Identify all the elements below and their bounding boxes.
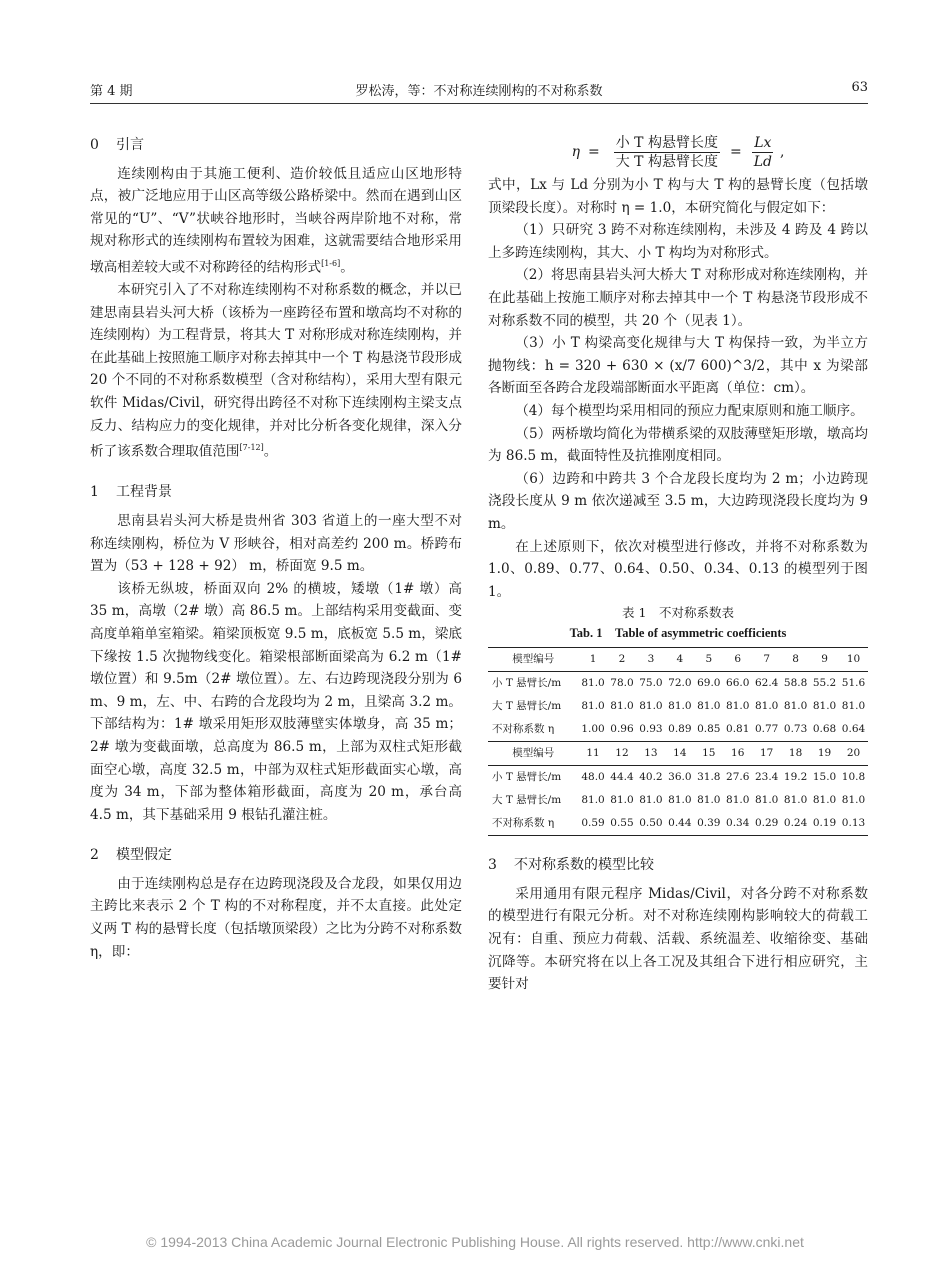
section-1-heading xyxy=(90,481,462,504)
table-cell: 14 xyxy=(665,742,694,766)
table-cell: 51.6 xyxy=(841,677,866,690)
table-cell: 0.85 xyxy=(697,723,721,736)
table-cell: 48.0 xyxy=(581,771,605,784)
table-cell: 7 xyxy=(752,648,781,672)
table-caption-cn: 表 1 不对称系数表 xyxy=(622,605,734,621)
table-row xyxy=(488,695,868,718)
paragraph: 思南县岩头河大桥是贵州省 303 省道上的一座大型不对称连续刚构，桥位为 V 形峡谷，相对高差约 200 m。桥跨布置为（53 + 128 + 92） m，桥面宽 9.5 m。 xyxy=(90,512,462,575)
row-label: 大 T 悬臂长/m xyxy=(492,794,562,807)
table-cell: 6 xyxy=(723,648,752,672)
issue-number: 第 4 期 xyxy=(90,84,133,99)
list-item: （4）每个模型均采用相同的预应力配束原则和施工顺序。 xyxy=(515,402,864,419)
section-number: 1 xyxy=(90,484,99,501)
table-cell: 0.64 xyxy=(841,723,866,736)
table-cell: 0.73 xyxy=(783,723,808,736)
table-row xyxy=(488,742,868,766)
row-label: 模型编号 xyxy=(488,648,579,672)
section-2-heading xyxy=(90,844,462,867)
table-cell: 0.39 xyxy=(694,812,723,836)
left-column xyxy=(90,130,462,963)
table-cell: 0.81 xyxy=(726,723,750,736)
eta-formula: η = $\frac{\text{小 T 构悬臂长度}}{\text{大 T 构悬臂长度}}$ = $\frac{Lx}{Ld}$ , xyxy=(571,134,785,170)
row-label: 小 T 悬臂长/m xyxy=(492,677,562,690)
table-cell: 81.0 xyxy=(581,677,605,690)
table-cell: 8 xyxy=(781,648,810,672)
table-cell: 0.19 xyxy=(810,812,839,836)
table-cell: 0.44 xyxy=(665,812,694,836)
table-cell: 81.0 xyxy=(754,794,779,807)
table-cell: 81.0 xyxy=(754,700,779,713)
table-cell: 81.0 xyxy=(783,794,808,807)
table-row xyxy=(488,812,868,836)
paragraph: 式中，Lx 与 Ld 分别为小 T 构与大 T 构的悬臂长度（包括墩顶梁段长度）。对称时 η = 1.0，本研究简化与假定如下： xyxy=(488,177,868,216)
section-0-heading xyxy=(90,134,462,157)
list-item: （5）两桥墩均简化为带横系梁的双肢薄壁矩形墩，墩高均为 86.5 m，截面特性及抗推刚度相同。 xyxy=(488,425,868,465)
row-label: 大 T 悬臂长/m xyxy=(492,700,562,713)
table-row xyxy=(488,648,868,672)
table-cell: 81.0 xyxy=(668,794,692,807)
table-cell: 0.59 xyxy=(579,812,608,836)
section-3-heading xyxy=(488,854,868,877)
table-cell: 75.0 xyxy=(639,677,663,690)
table-cell: 0.34 xyxy=(723,812,752,836)
right-column xyxy=(488,130,868,996)
table-cell: 0.96 xyxy=(610,723,634,736)
formula-lhs: η xyxy=(571,143,580,160)
running-title: 罗松涛，等：不对称连续刚构的不对称系数 xyxy=(355,84,603,99)
header-rule xyxy=(90,103,868,104)
table-cell: 0.77 xyxy=(754,723,779,736)
table-cell: 15.0 xyxy=(812,771,837,784)
section-title: 引言 xyxy=(116,137,144,153)
table-cell: 62.4 xyxy=(754,677,779,690)
table-cell: 0.89 xyxy=(668,723,692,736)
table-cell: 2 xyxy=(608,648,637,672)
table-cell: 9 xyxy=(810,648,839,672)
table-cell: 19.2 xyxy=(783,771,808,784)
table-row xyxy=(488,718,868,742)
list-item: （3）小 T 构梁高变化规律与大 T 构保持一致，为半立方抛物线：h = 320 + 630 × (x/7 600)^3/2，其中 x 为梁部各断面至各跨合龙段端部断面水平距离（单位：cm）。 xyxy=(488,335,868,397)
running-header xyxy=(90,80,868,102)
table-cell: 72.0 xyxy=(668,677,692,690)
table-cell: 78.0 xyxy=(610,677,634,690)
table-cell: 81.0 xyxy=(783,700,808,713)
table-cell: 81.0 xyxy=(812,700,837,713)
table-cell: 17 xyxy=(752,742,781,766)
table-cell: 20 xyxy=(839,742,868,766)
table-cell: 55.2 xyxy=(812,677,837,690)
table-cell: 81.0 xyxy=(726,700,750,713)
table-cell: 13 xyxy=(636,742,665,766)
section-title: 工程背景 xyxy=(116,484,172,501)
table-cell: 0.55 xyxy=(608,812,637,836)
table-cell: 3 xyxy=(636,648,665,672)
row-label: 不对称系数 η xyxy=(488,812,579,836)
section-title: 不对称系数的模型比较 xyxy=(514,857,654,874)
paragraph: 该桥无纵坡，桥面双向 2% 的横坡，矮墩（1# 墩）高 35 m，高墩（2# 墩）高 86.5 m。上部结构采用变截面、变高度单箱单室箱梁。箱梁顶板宽 9.5 m，底板宽 5.5 m，梁底下缘按 1.5 次抛物线变化。箱梁根部断面梁高为 6.2 m（1# 墩位置）和 9.5m（2# 墩位置）。左、右边跨现浇段分别为 6 m、9 m，左、中、右跨的合龙段均为 2 m，且梁高 3.2 m。下部结构为：1# 墩采用矩形双肢薄壁实体墩身，高 35 m；2# 墩为变截面墩，总高度为 86.5 m，上部为双柱式矩形截面空心墩，高度 32.5 m，中部为双柱式矩形截面实心墩，高度为 34 m，下部为整体箱形截面，高度为 20 m，承台高 4.5 m，其下基础采用 9 根钻孔灌注桩。 xyxy=(90,580,462,823)
table-row xyxy=(488,766,868,790)
table-cell: 81.0 xyxy=(610,794,634,807)
table-cell: 81.0 xyxy=(697,700,721,713)
table-cell: 81.0 xyxy=(581,794,605,807)
table-cell: 0.93 xyxy=(639,723,663,736)
list-item: （2）将思南县岩头河大桥大 T 对称形成对称连续刚构，并在此基础上按施工顺序对称去掉其中一个 T 构悬浇节段形成不对称系数不同的模型，共 20 个（见表 1）。 xyxy=(488,267,868,329)
table-cell: 18 xyxy=(781,742,810,766)
table-cell: 81.0 xyxy=(726,794,750,807)
table-cell: 0.13 xyxy=(839,812,868,836)
citation[interactable]: [7-12] xyxy=(239,443,264,453)
table-cell: 10.8 xyxy=(841,771,866,784)
table-cell: 19 xyxy=(810,742,839,766)
table-cell: 81.0 xyxy=(697,794,721,807)
row-label: 小 T 悬臂长/m xyxy=(492,771,562,784)
paragraph: 采用通用有限元程序 Midas/Civil，对各分跨不对称系数的模型进行有限元分析。对不对称连续刚构影响较大的荷载工况有：自重、预应力荷载、活载、系统温差、收缩徐变、基础沉降等。本研究将在以上各工况及其组合下进行相应研究，主要针对 xyxy=(488,885,868,993)
table-cell: 4 xyxy=(665,648,694,672)
formula-equals: = xyxy=(587,143,600,160)
table-cell: 81.0 xyxy=(668,700,692,713)
table-cell: 58.8 xyxy=(783,677,808,690)
table-cell: 81.0 xyxy=(841,700,866,713)
list-item: （1）只研究 3 跨不对称连续刚构，未涉及 4 跨及 4 跨以上多跨连续刚构，其大、小 T 构均为对称形式。 xyxy=(488,222,868,261)
table-cell: 0.50 xyxy=(636,812,665,836)
section-number: 0 xyxy=(90,137,99,153)
table-cell: 31.8 xyxy=(697,771,721,784)
formula-fraction-symbols: $\frac{Lx}{Ld}$ xyxy=(753,134,772,170)
table-cell: 15 xyxy=(694,742,723,766)
table-cell: 12 xyxy=(608,742,637,766)
table-cell: 81.0 xyxy=(639,700,663,713)
formula-fraction-text: $\frac{\text{小 T 构悬臂长度}}{\text{大 T 构悬臂长度}}$ xyxy=(615,134,718,170)
table-cell: 11 xyxy=(579,742,608,766)
table-cell: 81.0 xyxy=(812,794,837,807)
section-title: 模型假定 xyxy=(116,847,172,864)
table-cell: 36.0 xyxy=(668,771,692,784)
section-number: 3 xyxy=(488,857,497,874)
table-cell: 66.0 xyxy=(726,677,750,690)
table-cell: 81.0 xyxy=(841,794,866,807)
row-label: 不对称系数 η xyxy=(492,723,555,736)
citation[interactable]: [1-6] xyxy=(321,258,341,268)
table-cell: 1 xyxy=(579,648,608,672)
table-cell: 0.29 xyxy=(752,812,781,836)
row-label: 模型编号 xyxy=(488,742,579,766)
table-cell: 0.24 xyxy=(781,812,810,836)
table-cell: 69.0 xyxy=(697,677,721,690)
table-row xyxy=(488,789,868,812)
paragraph: 由于连续刚构总是存在边跨现浇段及合龙段，如果仅用边主跨比来表示 2 个 T 构的不对称程度，并不太直接。此处定义两 T 构的悬臂长度（包括墩顶梁段）之比为分跨不对称系数 η，即： xyxy=(90,875,462,960)
table-cell: 81.0 xyxy=(610,700,634,713)
table-cell: 0.68 xyxy=(812,723,837,736)
table-cell: 23.4 xyxy=(754,771,779,784)
table-cell: 5 xyxy=(694,648,723,672)
table-cell: 10 xyxy=(839,648,868,672)
paragraph: 本研究引入了不对称连续刚构不对称系数的概念，并以已建思南县岩头河大桥（该桥为一座跨径布置和墩高均不对称的连续刚构）为工程背景，将其大 T 对称形成对称连续刚构，并在此基础上按照施工顺序对称去掉其中一个 T 构悬浇节段形成 20 个不同的不对称系数模型（含对称结构），采用大型有限元软件 Midas/Civil，研究得出跨径不对称下连续刚构主梁支点反力、结构应力的变化规律，并对比分析各变化规律，深入分析了该系数合理取值范围[7-12]。 xyxy=(90,282,462,460)
page-number: 63 xyxy=(851,80,868,95)
asymmetric-coefficient-table xyxy=(488,647,868,836)
table-cell: 40.2 xyxy=(639,771,663,784)
list-item: （6）边跨和中跨共 3 个合龙段长度均为 2 m；小边跨现浇段长度从 9 m 依次递减至 3.5 m，大边跨现浇段长度均为 9 m。 xyxy=(488,470,868,532)
section-number: 2 xyxy=(90,847,99,864)
paragraph: 连续刚构由于其施工便利、造价较低且适应山区地形特点，被广泛地应用于山区高等级公路桥梁中。然而在遇到山区常见的“U”、“V”状峡谷地形时，当峡谷两岸阶地不对称，常规对称形式的连续刚构布置较为困难，这就需要结合地形采用墩高相差较大或不对称跨径的结构形式[1-6]。 xyxy=(90,165,462,276)
table-cell: 27.6 xyxy=(726,771,750,784)
table-cell: 81.0 xyxy=(581,700,605,713)
paragraph: 在上述原则下，依次对模型进行修改，并将不对称系数为 1.0、0.89、0.77、0.64、0.50、0.34、0.13 的模型列于图 1。 xyxy=(488,538,868,600)
table-cell: 81.0 xyxy=(639,794,663,807)
table-caption-en: Tab. 1 Table of asymmetric coefficients xyxy=(569,626,787,641)
table-cell: 1.00 xyxy=(581,723,605,736)
table-cell: 16 xyxy=(723,742,752,766)
table-row xyxy=(488,672,868,696)
copyright-footer: © 1994-2013 China Academic Journal Electronic Publishing House. All rights reserved. http://www.cnki.net xyxy=(146,1234,804,1250)
table-cell: 44.4 xyxy=(610,771,634,784)
formula-equals: = xyxy=(729,143,742,160)
